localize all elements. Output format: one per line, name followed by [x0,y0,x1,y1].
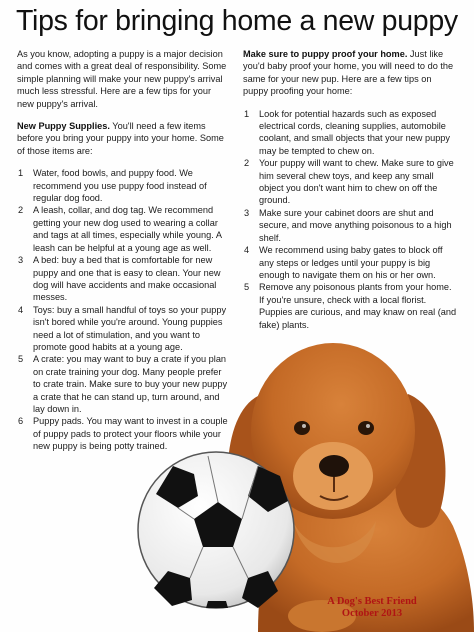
proof-paragraph [243,48,457,98]
list-item-number: 3 [18,255,24,266]
list-item-text: Make sure your cabinet doors are shut and secure, and move anything poisonous to a high shelf. [259,207,452,243]
list-item-number: 5 [244,282,250,293]
list-item-number: 4 [18,304,24,315]
list-item-number: 1 [18,168,24,179]
soccer-ball [138,452,294,608]
list-item-text: Puppy pads. You may want to invest in a couple of puppy pads to protect your floors while your new puppy is being potty trained. [33,416,228,452]
list-item-number: 5 [18,354,24,365]
puppy-with-soccer-ball-photo [108,316,474,632]
list-item-text: We recommend using baby gates to block off any steps or ledges until your puppy is big enough to navigate them on his or her own. [259,245,443,280]
list-item-number: 4 [244,245,250,256]
list-item-text: A leash, collar, and dog tag. We recommend getting your new dog used to wearing a collar and tags at all times, especially while young. A leash can be helpful at a young age as well. [33,205,222,253]
right-column [243,48,457,331]
list-item [243,244,457,281]
list-item [17,204,229,254]
list-item [17,254,229,304]
intro-paragraph: As you know, adopting a puppy is a major decision and comes with a great deal of responsibility. Some simple planning will make your new puppy's arrival much less stressful. Here are a few tips for your new puppy's arrival. [17,49,227,109]
credit-line-2: October 2013 [341,608,403,619]
list-item-text: A bed: buy a bed that is comfortable for new puppy and one that is easy to clean. Your new dog will have accidents and make occasional messes. [33,255,221,303]
proof-list [243,108,457,331]
list-item-text: Look for potential hazards such as exposed electrical cords, cleaning supplies, automobile coolant, and small objects that your new puppy may be tempted to chew on. [259,108,451,156]
list-item-number: 3 [244,207,250,218]
puppy-eye-left [294,421,310,435]
list-item-number: 1 [244,108,250,119]
list-item-text: Water, food bowls, and puppy food. We recommend you use puppy food instead of regular dog food. [33,168,207,204]
list-item [243,108,457,158]
photo-credit [292,596,452,620]
list-item-number: 2 [18,205,24,216]
list-item-text: Toys: buy a small handful of toys so your puppy isn't bored while you're around. Young puppies need a lot of stimulation, and you want to promote good habits at a young age. [33,304,227,352]
credit-line-1: A Dog's Best Friend [327,596,417,607]
proof-heading: Make sure to puppy proof your home. [243,49,408,59]
puppy-nose [319,455,349,477]
list-item [17,167,229,204]
supplies-text: You'll need a few items before you bring your puppy into your home. Some of those items are: [17,121,224,156]
supplies-heading: New Puppy Supplies. [17,121,110,132]
list-item-text: Remove any poisonous plants from your home. If you're unsure, check with a local florist. Puppies are curious, and may knaw on real (and fake) plants. [259,282,457,330]
proof-text: Just like you'd baby proof your home, you will need to do the same for your new pup. Here are a few tips on puppy proofing your home: [243,49,454,97]
list-item-number: 6 [18,416,24,427]
list-item [243,207,457,244]
list-item-number: 2 [244,158,250,169]
page-title: Tips for bringing home a new puppy [16,5,458,37]
puppy-eye-right [358,421,374,435]
list-item-text: A crate: you may want to buy a crate if you plan on crate training your dog. Many people prefer to crate train. Make sure to buy your new puppy a crate that he can stand up, turn around, and lay down in. [33,354,228,414]
supplies-paragraph [17,120,229,157]
list-item-text: Your puppy will want to chew. Make sure to give him several chew toys, and keep any small object you don't want him to chew on off the ground. [259,158,454,206]
list-item [243,157,457,207]
